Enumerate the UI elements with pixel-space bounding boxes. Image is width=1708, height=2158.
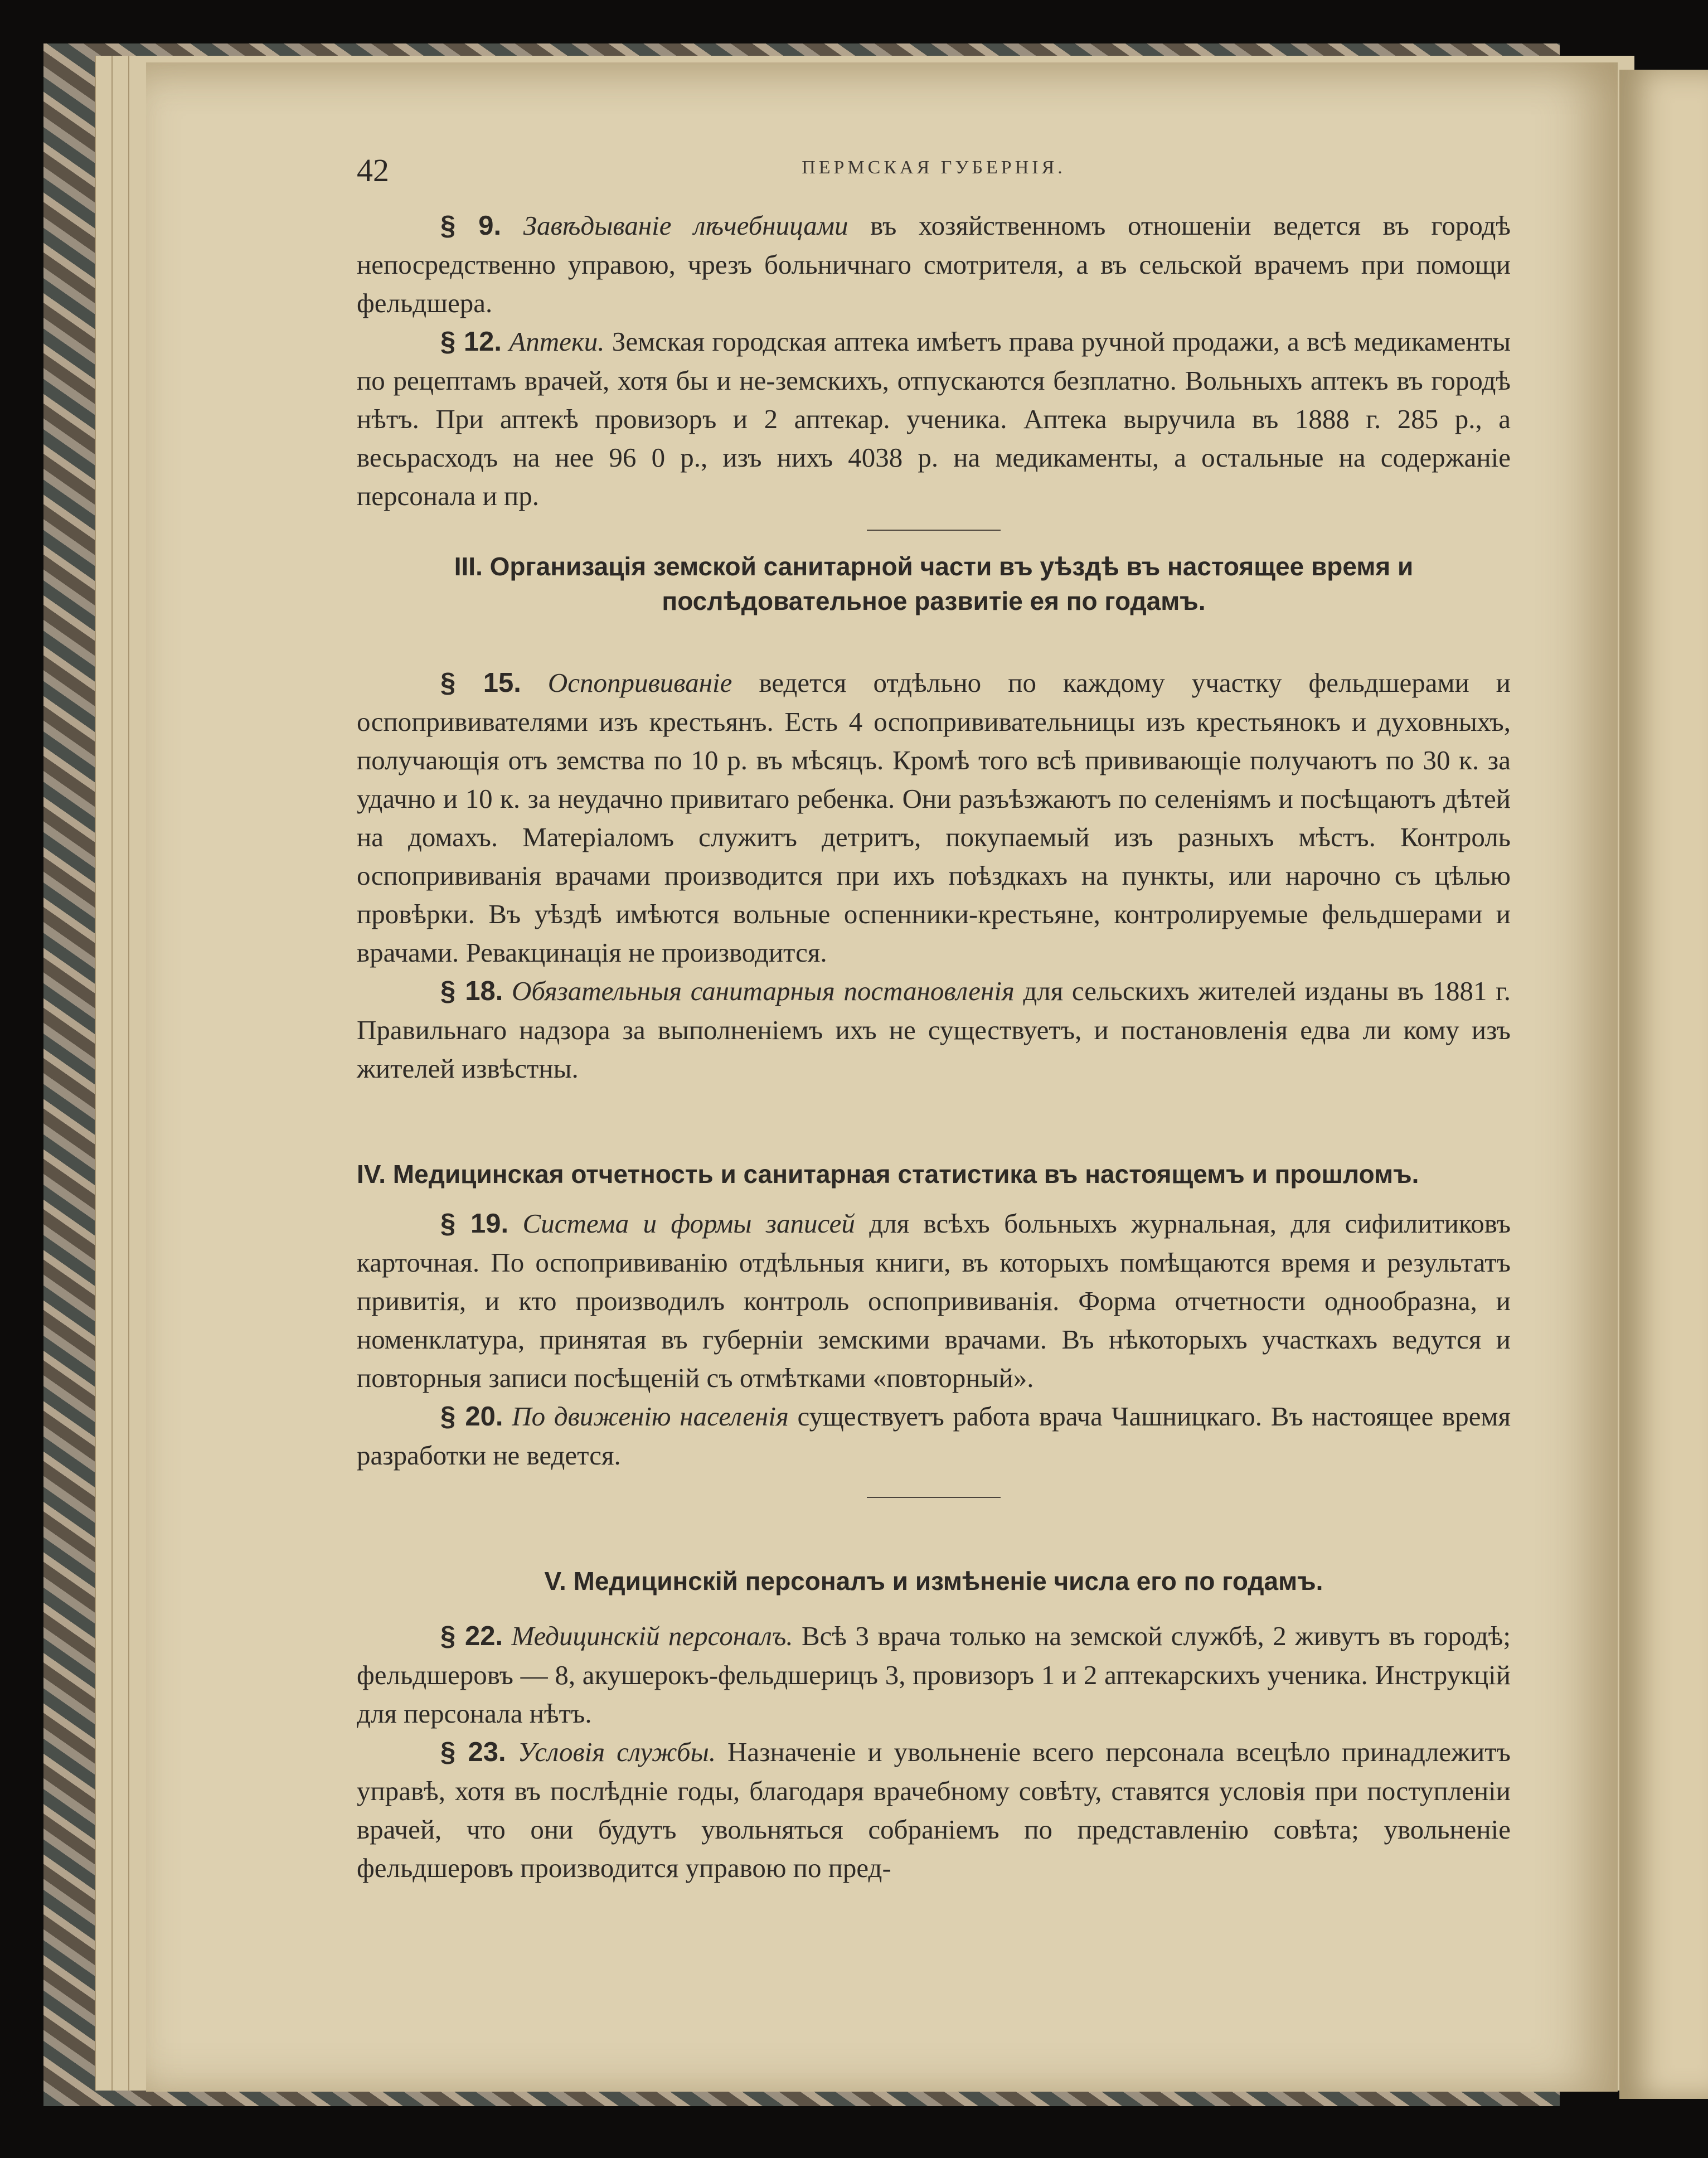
running-title: ПЕРМСКАЯ ГУБЕРНІЯ. — [802, 157, 1066, 178]
section-number: § 20. — [440, 1402, 503, 1432]
section-number: § 18. — [440, 976, 503, 1006]
section-text: для всѣхъ больныхъ журнальная, для сифилитиковъ карточная. По оспопрививанію отдѣльныя книги, въ которыхъ помѣщаются время и результатъ привитія, и кто производилъ контроль оспопрививанія. Форма отчетности однообразна, и номенклатура, принятая въ губерніи земскими врачами. Въ нѣкоторыхъ участкахъ ведутся и повторныя записи посѣщеній съ отмѣтками «повторный». — [357, 1208, 1511, 1393]
paragraph-9 — [357, 206, 1511, 322]
heading-V: V. Медицинскій персоналъ и измѣненіе числа его по годамъ. — [544, 1567, 1323, 1596]
paragraph-19 — [357, 1204, 1511, 1397]
section-text: Земская городская аптека имѣетъ права ручной продажи, а всѣ медикаменты по рецептамъ врачей, хотя бы и не-земскихъ, отпускаются безплатно. Вольныхъ аптекъ въ городѣ нѣтъ. При аптекѣ провизоръ и 2 аптекар. ученика. Аптека выручила въ 1888 г. 285 р., а весьрасходъ на нее 96 0 р., изъ нихъ 4038 р. на медикаменты, а остальные на содержаніе персонала и пр. — [357, 326, 1511, 511]
page-number: 42 — [357, 152, 389, 188]
section-title: Система и формы записей — [522, 1208, 855, 1239]
section-text: Назначеніе и увольненіе всего персонала всецѣло принадлежитъ управѣ, хотя въ послѣдніе годы, благодаря врачебному совѣту, ставятся условія при поступленіи врачей, что они будутъ увольняться собраніемъ по представленію совѣта; увольненіе фельдшеровъ производится управою по пред- — [357, 1737, 1511, 1883]
section-number: § 15. — [440, 668, 521, 698]
paragraph-23 — [357, 1733, 1511, 1887]
paragraph-12 — [357, 322, 1511, 515]
paragraph-18 — [357, 972, 1511, 1088]
section-text: существуетъ работа врача Чашницкаго. Въ настоящее время разработки не ведется. — [357, 1401, 1511, 1471]
divider-rule — [867, 530, 1001, 531]
heading-IV: IV. Медицинская отчетность и санитарная статистика въ настоящемъ и прошломъ. — [357, 1160, 1419, 1189]
section-title: Аптеки. — [509, 326, 605, 357]
section-number: § 23. — [440, 1737, 506, 1767]
heading-IV-block — [357, 1157, 1511, 1191]
section-number: § 12. — [440, 327, 502, 357]
heading-III-block — [357, 549, 1511, 618]
section-title: Медицинскій персоналъ. — [511, 1621, 793, 1651]
section-title: Обязательныя санитарныя постановленія — [512, 976, 1015, 1006]
facing-page — [1619, 70, 1708, 2099]
text-block-2 — [357, 663, 1511, 1088]
running-head — [357, 152, 1511, 191]
heading-V-block — [357, 1564, 1511, 1598]
section-title: Завѣдываніе лѣчебницами — [523, 210, 848, 241]
section-text: ведется отдѣльно по каждому участку фельдшерами и оспопрививателями изъ крестьянъ. Есть 4 оспопрививательницы изъ крестьянокъ и духовныхъ, получающія отъ земства по 10 р. въ мѣсяцъ. Кромѣ того всѣ прививающіе получаютъ по 30 к. за удачно и 10 к. за неудачно привитаго ребенка. Они разъѣзжаютъ по селеніямъ и посѣщаютъ дѣтей на домахъ. Матеріаломъ служитъ детритъ, покупаемый изъ разныхъ мѣстъ. Контроль оспопрививанія врачами производится при ихъ поѣздкахъ на пункты, или нарочно съ цѣлью провѣрки. Въ уѣздѣ имѣются вольные оспенники-крестьяне, контролируемые фельдшерами и врачами. Ревакцинація не производится. — [357, 667, 1511, 968]
text-block-3 — [357, 1204, 1511, 1498]
section-text: Всѣ 3 врача только на земской службѣ, 2 живутъ въ городѣ; фельдшеровъ — 8, акушерокъ-фельдшерицъ 3, провизоръ 1 и 2 аптекарскихъ ученика. Инструкцій для персонала нѣтъ. — [357, 1621, 1511, 1729]
section-number: § 9. — [440, 211, 502, 241]
text-block-1 — [357, 206, 1511, 531]
paragraph-20 — [357, 1397, 1511, 1475]
section-number: § 19. — [440, 1209, 509, 1239]
section-text: для сельскихъ жителей изданы въ 1881 г. Правильнаго надзора за выполненіемъ ихъ не существуетъ, и постановленія едва ли кому изъ жителей извѣстны. — [357, 976, 1511, 1084]
paragraph-15 — [357, 663, 1511, 972]
text-block-4 — [357, 1617, 1511, 1887]
section-number: § 22. — [440, 1621, 503, 1651]
heading-III: III. Организація земской санитарной части въ уѣздѣ въ настоящее время и послѣдовательное развитіе ея по годамъ. — [454, 552, 1414, 615]
divider-rule — [867, 1497, 1001, 1498]
section-title: Оспопрививаніе — [547, 667, 732, 698]
paragraph-22 — [357, 1617, 1511, 1733]
section-title: Условія службы. — [517, 1737, 716, 1767]
section-title: По движенію населенія — [512, 1401, 789, 1432]
section-text: въ хозяйственномъ отношеніи ведется въ городѣ непосредственно управою, чрезъ больничнаго смотрителя, а въ сельской врачемъ при помощи фельдшера. — [357, 210, 1511, 318]
